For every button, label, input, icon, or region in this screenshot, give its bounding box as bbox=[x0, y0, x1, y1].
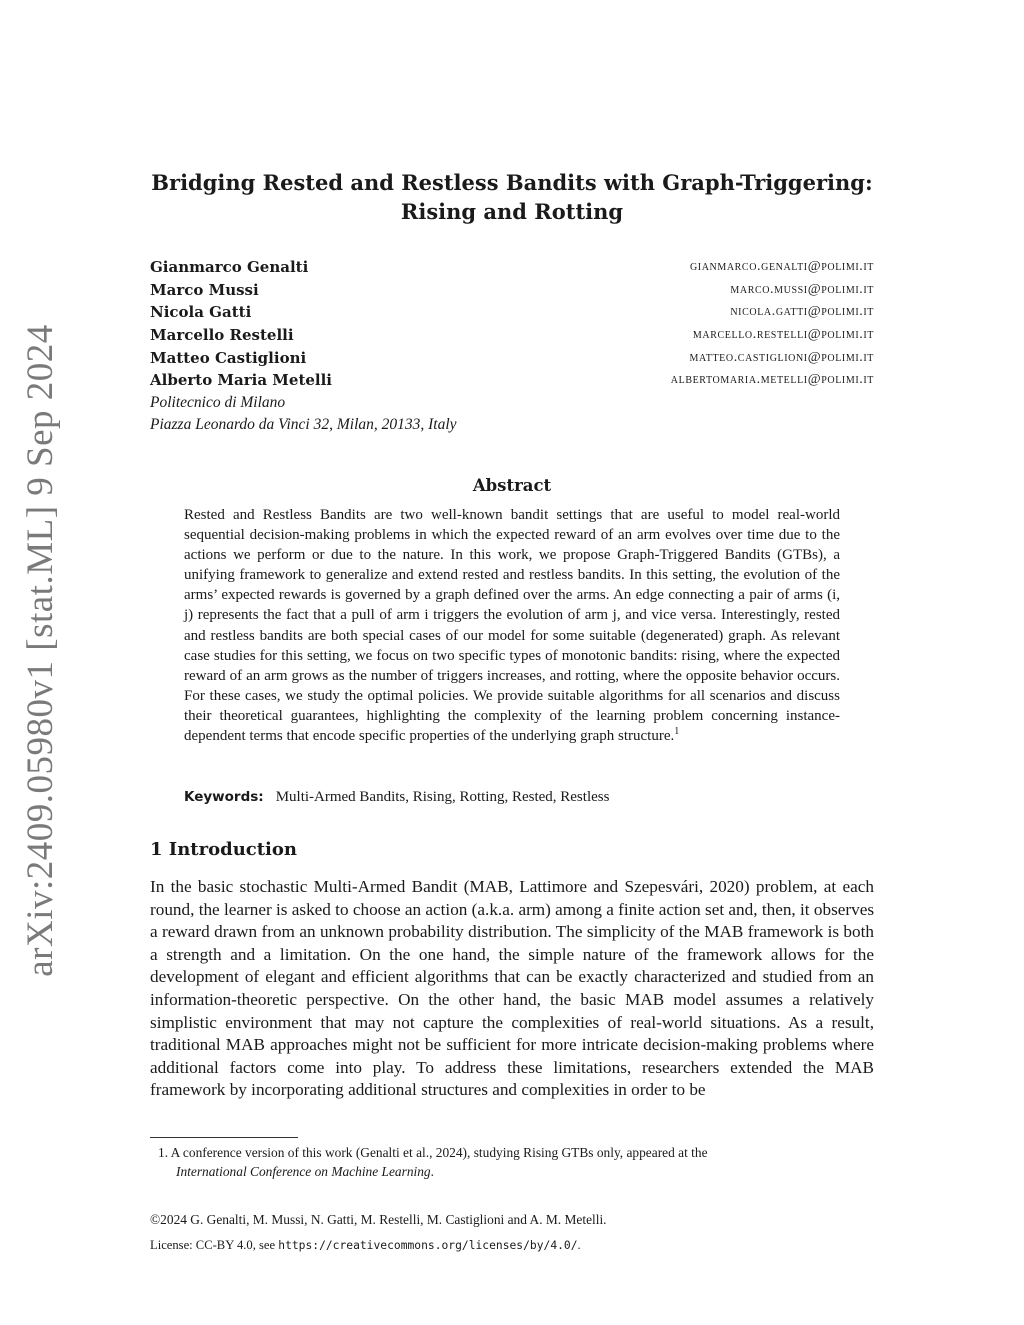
abstract-heading: Abstract bbox=[472, 476, 552, 495]
license-link[interactable]: https://creativecommons.org/licenses/by/4.0/ bbox=[278, 1239, 578, 1252]
arxiv-identifier-text: arXiv:2409.05980v1 [stat.ML] 9 Sep 2024 bbox=[19, 323, 61, 977]
author-row bbox=[150, 346, 874, 369]
abstract-text: Rested and Restless Bandits are two well-known bandit settings that are useful to model real-world sequential decision-making problems in which the expected reward of an arm evolves over time due to the actions we perform or due to the nature. In this work, we propose Graph-Triggered Bandits (GTBs), a unifying framework to generalize and extend rested and restless bandits. In this setting, the evolution of the arms’ expected rewards is governed by a graph defined over the arms. An edge connecting a pair of arms (i, j) represents the fact that a pull of arm i triggers the evolution of arm j, and vice versa. Interestingly, rested and restless bandits are both special cases of our model for some suitable (degenerated) graph. As relevant case studies for this setting, we focus on two specific types of monotonic bandits: rising, where the expected reward of an arm grows as the number of triggers increases, and rotting, where the opposite behavior occurs. For these cases, we study the optimal policies. We provide suitable algorithms for all scenarios and discuss their theoretical guarantees, highlighting the complexity of the learning problem concerning instance-dependent terms that encode specific properties of the underlying graph structure. bbox=[184, 507, 840, 745]
keywords bbox=[184, 789, 840, 806]
author-email[interactable]: marcello.restelli@polimi.it bbox=[692, 327, 874, 343]
introduction-paragraph: In the basic stochastic Multi-Armed Bandit (MAB, Lattimore and Szepesvári, 2020) problem, at each round, the learner is asked to choose an action (a.k.a. arm) among a finite action set and, then, it observes a reward drawn from an unknown probability distribution. The simplicity of the MAB framework is both a strength and a limitation. On the one hand, the simple nature of the framework allows for the development of elegant and efficient algorithms that can be exactly characterized and studied from an information-theoretic perspective. On the other hand, the basic MAB model assumes a relatively simplistic environment that may not capture the complexities of real-world situations. As a result, traditional MAB approaches might not be sufficient for more intricate decision-making problems where additional factors come into play. To address these limitations, researchers extended the MAB framework by incorporating additional structures and complexities in order to be bbox=[150, 877, 875, 1100]
author-name: Matteo Castiglioni bbox=[150, 348, 307, 367]
author-row bbox=[150, 324, 874, 347]
copyright-notice: ©2024 G. Genalti, M. Mussi, N. Gatti, M. Restelli, M. Castiglioni and A. M. Metelli. bbox=[150, 1212, 607, 1227]
footnote-text: 1. A conference version of this work (Genalti et al., 2024), studying Rising GTBs only, appeared at the bbox=[158, 1145, 708, 1160]
author-name: Gianmarco Genalti bbox=[150, 258, 309, 277]
author-email[interactable]: matteo.castiglioni@polimi.it bbox=[689, 349, 874, 365]
footnote-mark[interactable]: 1 bbox=[674, 726, 680, 738]
author-name: Marco Mussi bbox=[150, 280, 259, 299]
author-row bbox=[150, 369, 874, 392]
affiliation-institution: Politecnico di Milano bbox=[150, 393, 286, 411]
paper-title bbox=[150, 168, 874, 226]
author-block bbox=[150, 256, 874, 437]
author-email[interactable]: nicola.gatti@polimi.it bbox=[730, 304, 874, 320]
author-email[interactable]: albertomaria.metelli@polimi.it bbox=[670, 372, 874, 388]
section-heading-introduction: 1 Introduction bbox=[150, 839, 297, 860]
footnote-divider bbox=[150, 1137, 298, 1138]
license-notice: License: CC-BY 4.0, see https://creativecommons.org/licenses/by/4.0/. bbox=[150, 1238, 581, 1252]
title-line-1: Bridging Rested and Restless Bandits with Graph-Triggering: bbox=[151, 170, 873, 195]
author-row bbox=[150, 256, 874, 279]
footnote: 1. A conference version of this work (Genalti et al., 2024), studying Rising GTBs only, appeared at the International Conference on Machine Learning. bbox=[158, 1145, 708, 1179]
footnote-venue: International Conference on Machine Learning bbox=[176, 1164, 431, 1179]
arxiv-identifier bbox=[10, 323, 70, 977]
author-row bbox=[150, 279, 874, 302]
author-row bbox=[150, 301, 874, 324]
author-name: Nicola Gatti bbox=[150, 303, 252, 322]
keywords-label: Keywords: bbox=[184, 789, 264, 805]
author-email[interactable]: marco.mussi@polimi.it bbox=[730, 281, 874, 297]
title-line-2: Rising and Rotting bbox=[400, 199, 624, 224]
license-prefix: License: CC-BY 4.0, see bbox=[150, 1238, 276, 1252]
keywords-value: Multi-Armed Bandits, Rising, Rotting, Rested, Restless bbox=[275, 789, 610, 805]
author-email[interactable]: gianmarco.genalti@polimi.it bbox=[689, 259, 874, 275]
author-name: Alberto Maria Metelli bbox=[150, 371, 333, 390]
author-name: Marcello Restelli bbox=[150, 326, 294, 345]
abstract-body bbox=[184, 505, 840, 746]
affiliation-address: Piazza Leonardo da Vinci 32, Milan, 20133, Italy bbox=[150, 416, 457, 434]
